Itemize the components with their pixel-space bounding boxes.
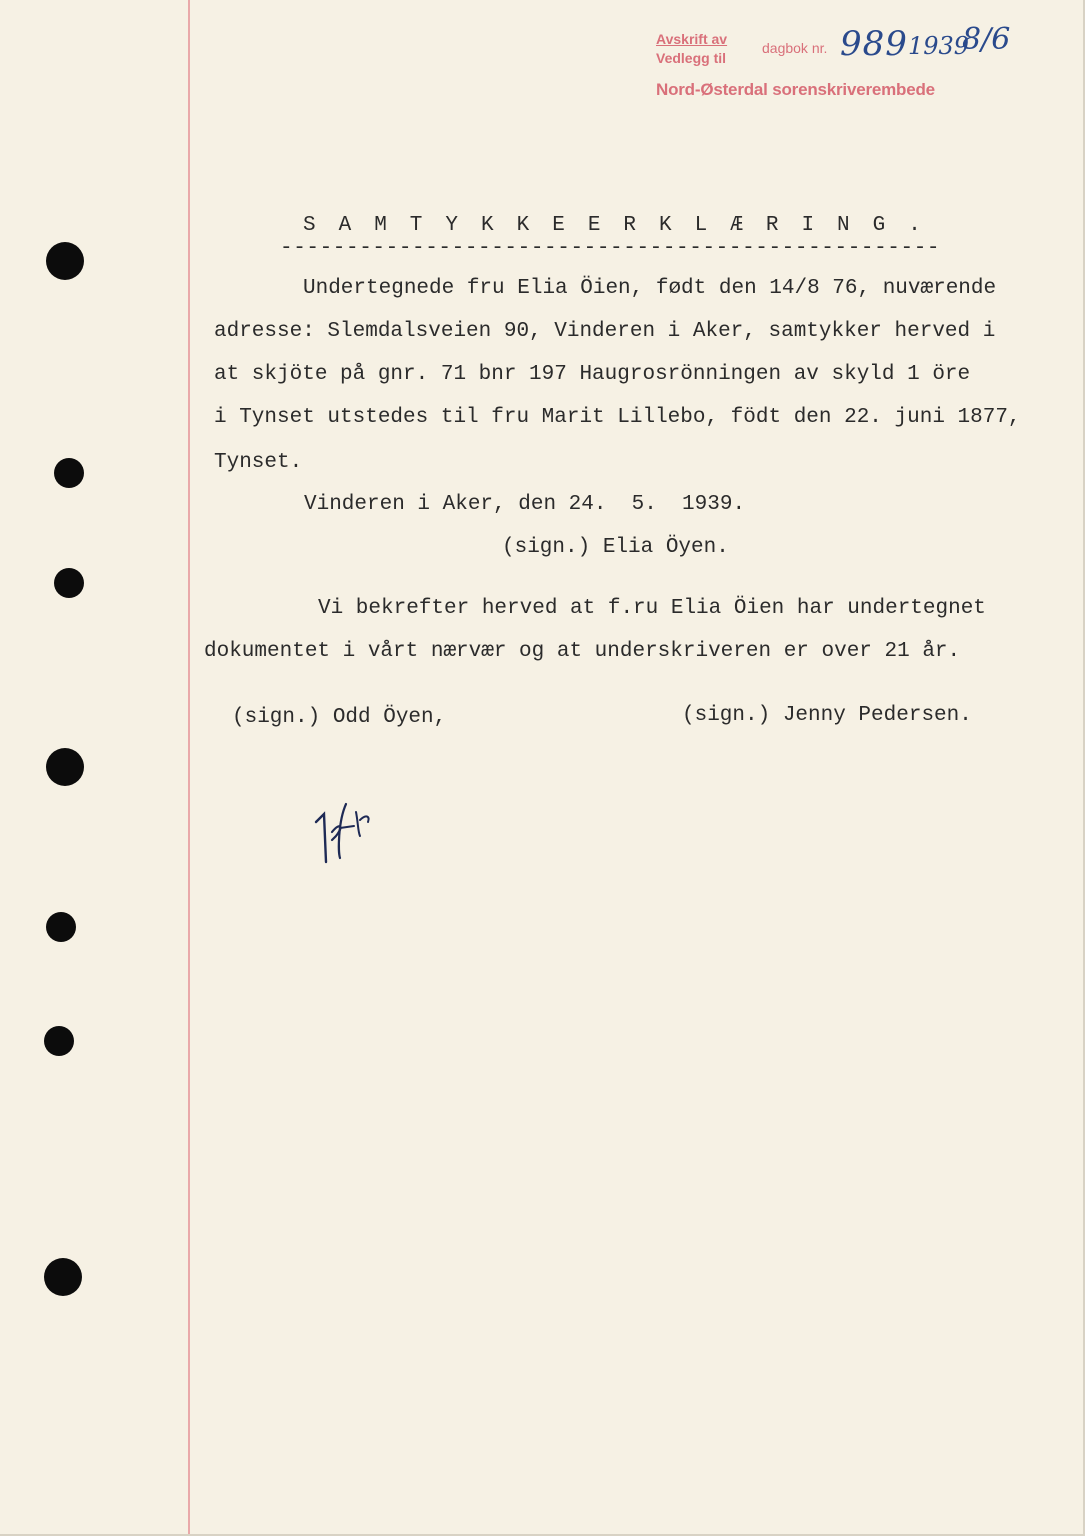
- stamp-line-1: Avskrift av: [656, 31, 728, 47]
- binder-hole: [46, 748, 84, 786]
- paragraph-line: adresse: Slemdalsveien 90, Vinderen i Aker, samtykker herved i: [214, 320, 996, 343]
- handwritten-year: 1939: [908, 32, 970, 60]
- binder-hole: [44, 1258, 82, 1296]
- handwritten-initials: [310, 792, 390, 872]
- binder-hole: [54, 568, 84, 598]
- paragraph-line: dokumentet i vårt nærvær og at underskriveren er over 21 år.: [204, 640, 961, 663]
- place-date: Vinderen i Aker, den 24. 5. 1939.: [304, 493, 746, 516]
- margin-line: [188, 0, 190, 1536]
- handwritten-date: 8/6: [962, 22, 1011, 57]
- stamp-dagbok-label: dagbok nr.: [762, 40, 828, 56]
- paragraph-line: i Tynset utstedes til fru Marit Lillebo, födt den 22. juni 1877,: [214, 406, 1021, 429]
- title-underline: --------------------------------------------------: [280, 237, 941, 260]
- binder-hole: [46, 242, 84, 280]
- handwritten-dagbok-number: 989: [840, 24, 908, 64]
- witness-signature-2: (sign.) Jenny Pedersen.: [682, 704, 972, 727]
- binder-hole: [46, 912, 76, 942]
- binder-hole: [54, 458, 84, 488]
- paragraph-line: Undertegnede fru Elia Öien, født den 14/8 76, nuværende: [303, 277, 997, 300]
- document-title: S A M T Y K K E E R K L Æ R I N G .: [303, 214, 927, 237]
- signature-elia: (sign.) Elia Öyen.: [502, 536, 729, 559]
- stamp-office: Nord-Østerdal sorenskriverembede: [656, 80, 935, 99]
- witness-signature-1: (sign.) Odd Öyen,: [232, 706, 447, 729]
- paragraph-line: Vi bekrefter herved at f.ru Elia Öien har undertegnet: [318, 597, 986, 620]
- paragraph-line: at skjöte på gnr. 71 bnr 197 Haugrosrönningen av skyld 1 öre: [214, 363, 971, 386]
- paragraph-line: Tynset.: [214, 451, 303, 474]
- stamp-line-2: Vedlegg til: [656, 50, 727, 66]
- binder-hole: [44, 1026, 74, 1056]
